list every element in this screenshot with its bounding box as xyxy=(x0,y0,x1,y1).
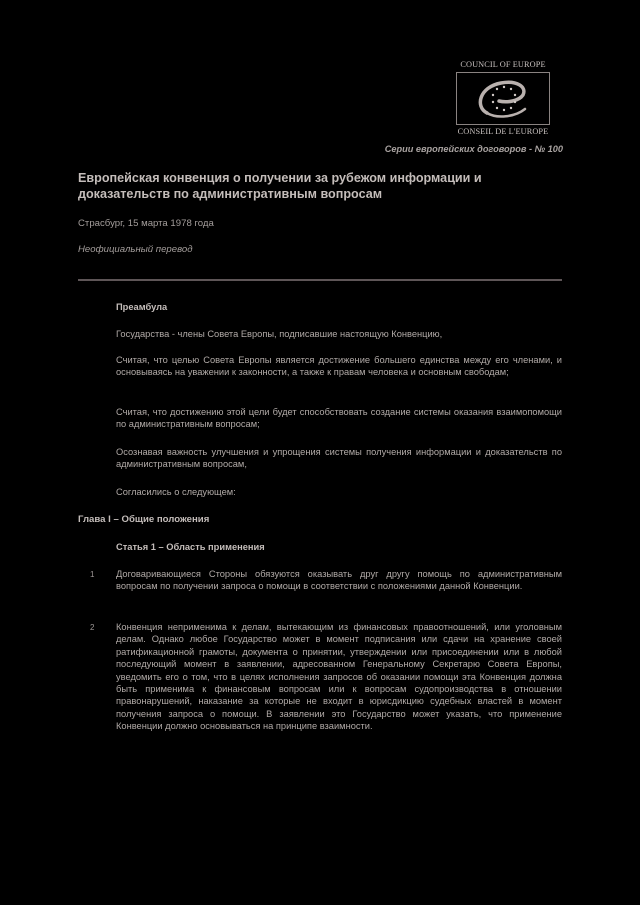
preamble-heading: Преамбула xyxy=(116,302,168,312)
place-date: Страсбург, 15 марта 1978 года xyxy=(78,218,214,229)
article-item: Договаривающиеся Стороны обязуются оказывать друг другу помощь по административным вопросам по получении запроса о помощи в соответствии с положениями данной Конвенции. xyxy=(116,569,562,592)
header-divider xyxy=(78,279,562,281)
article-title: Статья 1 – Область применения xyxy=(116,542,265,552)
treaty-series-label: Серии европейских договоров - № 100 xyxy=(384,144,563,154)
preamble-paragraph: Государства - члены Совета Европы, подписавшие настоящую Конвенцию, xyxy=(116,329,443,339)
article-item: Конвенция неприменима к делам, вытекающим из финансовых правоотношений, или уголовным делам. Однако любое Государство может в момент подписания или сдачи на хранение своей ратификационной грамоты, документа о принятии, утверждении или присоединении или в любой последующий момент в заявлении, адресованном Генеральному Секретарю Совета Европы, уведомить его о том, что в целях исполнения запросов об оказании помощи эта Конвенция должна быть применима к финансовым вопросам или к вопросам судопроизводства в отношении правонарушений, наказание за которые не входит в юрисдикцию судебных властей в момент получения запроса о помощи. В заявлении это Государство может указать, что применение Конвенции должно основываться на принципе взаимности. xyxy=(116,622,562,732)
logo-bottom-text: CONSEIL DE L'EUROPE xyxy=(457,127,549,136)
preamble-paragraph: Осознавая важность улучшения и упрощения системы получения информации и доказательств по административным вопросам, xyxy=(116,447,562,470)
logo-top-text: COUNCIL OF EUROPE xyxy=(460,60,546,69)
council-of-europe-emblem-icon xyxy=(456,72,550,125)
preamble-paragraph: Согласились о следующем: xyxy=(116,487,236,497)
preamble-paragraph: Считая, что достижению этой цели будет способствовать создание системы оказания взаимопомощи по административным вопросам; xyxy=(116,407,562,430)
preamble-paragraph: Считая, что целью Совета Европы является достижение большего единства между его членами, и основываясь на уважении к законности, а также к правам человека и основным свободам; xyxy=(116,355,562,378)
translation-note: Неофициальный перевод xyxy=(78,244,193,255)
item-number: 2 xyxy=(90,623,95,632)
document-title: Европейская конвенция о получении за рубежом информации и доказательств по административным вопросам xyxy=(78,171,482,201)
council-of-europe-logo xyxy=(452,60,554,138)
item-number: 1 xyxy=(90,570,95,579)
chapter-title: Глава I – Общие положения xyxy=(78,514,210,525)
